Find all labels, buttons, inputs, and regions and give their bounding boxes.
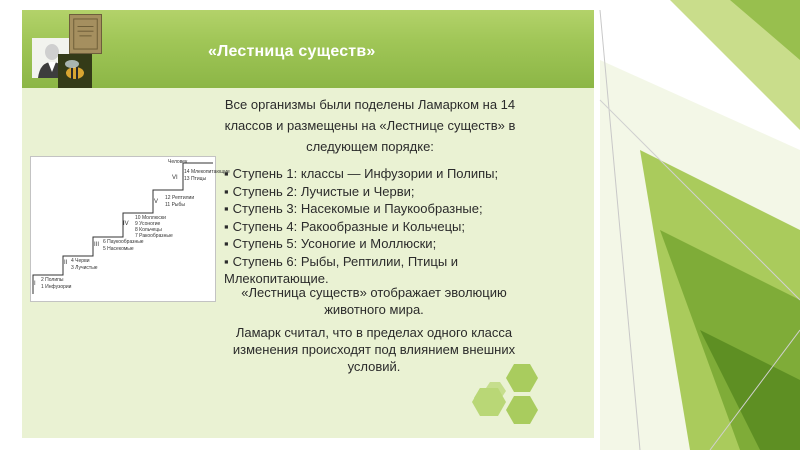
bee-image: [58, 54, 92, 88]
ladder-item: 13 Птицы: [184, 176, 207, 182]
list-item: ▪ Ступень 4: Ракообразные и Кольчецы;: [224, 218, 544, 236]
list-item: ▪ Ступень 6: Рыбы, Рептилии, Птицы и Млекопитающие.: [224, 253, 544, 288]
steps-list: [224, 165, 544, 288]
hexagon-decoration: [470, 364, 560, 428]
ladder-item: 10 Моллюски: [135, 215, 166, 221]
ladder-item: 14 Млекопитающие: [184, 169, 230, 175]
ladder-item: 8 Кольчецы: [135, 227, 162, 233]
ladder-item: 11 Рыбы: [165, 202, 185, 208]
ladder-item: 7 Ракообразные: [135, 233, 173, 239]
ladder-roman-1: I: [34, 281, 36, 287]
slide-title: «Лестница существ»: [208, 43, 376, 60]
ladder-top-label: Человек: [168, 159, 188, 165]
ladder-roman-6: VI: [172, 175, 178, 181]
ladder-item: 12 Рептилии: [165, 195, 195, 201]
slide-panel: [22, 10, 594, 438]
ladder-item: 2 Полипы: [41, 277, 64, 283]
ladder-item: 3 Лучистые: [71, 265, 98, 271]
ladder-item: 4 Черви: [71, 258, 90, 264]
lamarck-conclusion-paragraph: Ламарк считал, что в пределах одного класса изменения происходят под влиянием внешних условий.: [232, 325, 516, 374]
list-item: ▪ Ступень 3: Насекомые и Паукообразные;: [224, 200, 544, 218]
list-item: ▪ Ступень 2: Лучистые и Черви;: [224, 183, 544, 201]
ladder-roman-2: II: [64, 260, 68, 266]
ladder-item: 1 Инфузории: [41, 284, 72, 290]
ladder-roman-5: V: [154, 199, 159, 205]
intro-paragraph: Все организмы были поделены Ламарком на 14 классов и размещены на «Лестнице существ» в следующем порядке:: [224, 97, 516, 154]
book-cover-image: [69, 14, 102, 54]
ladder-item: 5 Насекомые: [103, 246, 134, 252]
ladder-of-beings-diagram: [30, 156, 230, 302]
ladder-roman-4: IV: [123, 221, 129, 227]
list-item: ▪ Ступень 5: Усоногие и Моллюски;: [224, 235, 544, 253]
ladder-item: 9 Усоногие: [135, 221, 161, 227]
ladder-roman-3: III: [94, 242, 100, 248]
ladder-item: 6 Паукообразные: [103, 239, 144, 245]
evolution-paragraph: «Лестница существ» отображает эволюцию животного мира.: [241, 285, 507, 317]
list-item: ▪ Ступень 1: классы — Инфузории и Полипы;: [224, 165, 544, 183]
